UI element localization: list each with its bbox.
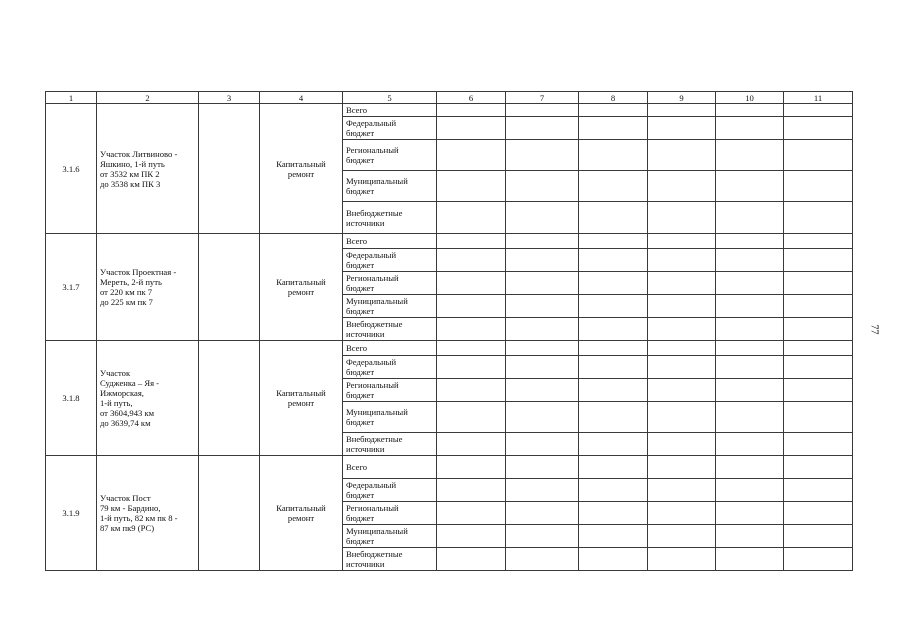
value-cell-col-9 — [648, 104, 716, 117]
item-code: 3.1.9 — [46, 456, 97, 571]
value-cell-col-11 — [784, 502, 853, 525]
value-cell-col-11 — [784, 272, 853, 295]
section-name-line: Участок — [100, 368, 131, 378]
funding-source-line: Федеральный — [346, 118, 397, 128]
value-cell-col-7 — [506, 140, 579, 171]
value-cell-col-6 — [437, 318, 506, 341]
column-header-10: 10 — [716, 92, 784, 104]
value-cell-col-9 — [648, 318, 716, 341]
table-row — [46, 234, 853, 249]
value-cell-col-6 — [437, 356, 506, 379]
value-cell-col-9 — [648, 433, 716, 456]
value-cell-col-6 — [437, 433, 506, 456]
funding-source-line: Всего — [346, 105, 368, 115]
funding-source-line: Муниципальный — [346, 407, 408, 417]
value-cell-col-8 — [579, 234, 648, 249]
value-cell-col-7 — [506, 171, 579, 202]
value-cell-col-11 — [784, 525, 853, 548]
value-cell-col-11 — [784, 117, 853, 140]
funding-source — [343, 202, 437, 234]
section-name — [97, 234, 199, 341]
section-name-line: от 3532 км ПК 2 — [100, 168, 160, 179]
value-cell-col-6 — [437, 502, 506, 525]
funding-source-line: бюджет — [346, 186, 375, 196]
section-name-line: Мереть, 2-й путь — [100, 277, 162, 287]
funding-source-line: бюджет — [346, 128, 375, 138]
value-cell-col-6 — [437, 295, 506, 318]
funding-source — [343, 234, 437, 249]
value-cell-col-10 — [716, 456, 784, 479]
section-name-line: 87 км пк9 (РС) — [100, 523, 155, 533]
section-name-line: Яшкино, 1-й путь — [100, 158, 165, 169]
value-cell-col-7 — [506, 479, 579, 502]
value-cell-col-6 — [437, 525, 506, 548]
value-cell-col-11 — [784, 104, 853, 117]
table-body — [46, 104, 853, 571]
value-cell-col-8 — [579, 479, 648, 502]
value-cell-col-8 — [579, 272, 648, 295]
value-cell-col-6 — [437, 249, 506, 272]
header-row — [46, 92, 853, 104]
funding-source — [343, 140, 437, 171]
funding-source-line: Муниципальный — [346, 526, 408, 536]
budget-table — [45, 91, 853, 571]
funding-source — [343, 171, 437, 202]
value-cell-col-11 — [784, 356, 853, 379]
funding-source — [343, 104, 437, 117]
funding-source — [343, 272, 437, 295]
column-header-3: 3 — [199, 92, 260, 104]
value-cell-col-10 — [716, 479, 784, 502]
funding-source-line: бюджет — [346, 260, 375, 270]
value-cell-col-10 — [716, 295, 784, 318]
value-cell-col-6 — [437, 117, 506, 140]
value-cell-col-11 — [784, 548, 853, 571]
funding-source-line: Региональный — [346, 145, 399, 155]
work-type-line: Капитальный — [276, 158, 326, 169]
value-cell-col-6 — [437, 272, 506, 295]
value-cell-col-11 — [784, 171, 853, 202]
value-cell-col-8 — [579, 379, 648, 402]
funding-source-line: Всего — [346, 343, 368, 353]
work-type-line: ремонт — [287, 398, 315, 408]
funding-source-line: Всего — [346, 236, 368, 246]
column-3-cell — [199, 341, 260, 456]
value-cell-col-6 — [437, 140, 506, 171]
column-3-cell — [199, 104, 260, 234]
value-cell-col-10 — [716, 272, 784, 295]
value-cell-col-7 — [506, 356, 579, 379]
funding-source-line: Федеральный — [346, 357, 397, 367]
value-cell-col-6 — [437, 171, 506, 202]
column-header-7: 7 — [506, 92, 579, 104]
funding-source — [343, 402, 437, 433]
funding-source — [343, 318, 437, 341]
work-type-line: ремонт — [287, 513, 315, 523]
value-cell-col-11 — [784, 234, 853, 249]
value-cell-col-8 — [579, 502, 648, 525]
funding-source-line: Региональный — [346, 273, 399, 283]
value-cell-col-9 — [648, 171, 716, 202]
work-type — [260, 456, 343, 571]
value-cell-col-10 — [716, 341, 784, 356]
value-cell-col-10 — [716, 140, 784, 171]
funding-source-line: Внебюджетные — [346, 319, 403, 329]
column-header-4: 4 — [260, 92, 343, 104]
value-cell-col-10 — [716, 234, 784, 249]
funding-source-line: Внебюджетные — [346, 434, 403, 444]
column-header-9: 9 — [648, 92, 716, 104]
value-cell-col-11 — [784, 402, 853, 433]
value-cell-col-7 — [506, 295, 579, 318]
funding-source-line: Региональный — [346, 380, 399, 390]
column-3-cell — [199, 234, 260, 341]
value-cell-col-8 — [579, 548, 648, 571]
section-name — [97, 104, 199, 234]
value-cell-col-10 — [716, 318, 784, 341]
funding-source — [343, 502, 437, 525]
table-row — [46, 456, 853, 479]
value-cell-col-8 — [579, 171, 648, 202]
value-cell-col-10 — [716, 202, 784, 234]
section-name-line: Ижморская, — [100, 388, 144, 398]
funding-source-line: бюджет — [346, 490, 375, 500]
value-cell-col-9 — [648, 295, 716, 318]
funding-source — [343, 379, 437, 402]
value-cell-col-9 — [648, 479, 716, 502]
value-cell-col-6 — [437, 402, 506, 433]
value-cell-col-6 — [437, 234, 506, 249]
funding-source-line: источники — [346, 329, 385, 339]
value-cell-col-8 — [579, 104, 648, 117]
value-cell-col-7 — [506, 456, 579, 479]
value-cell-col-7 — [506, 234, 579, 249]
value-cell-col-10 — [716, 502, 784, 525]
column-header-5: 5 — [343, 92, 437, 104]
funding-source-line: бюджет — [346, 513, 375, 523]
value-cell-col-10 — [716, 548, 784, 571]
work-type-line: ремонт — [287, 168, 315, 179]
column-header-2: 2 — [97, 92, 199, 104]
value-cell-col-8 — [579, 295, 648, 318]
work-type-line: ремонт — [287, 287, 315, 297]
value-cell-col-9 — [648, 341, 716, 356]
value-cell-col-8 — [579, 525, 648, 548]
section-name-line: Участок Пост — [100, 493, 151, 503]
value-cell-col-6 — [437, 104, 506, 117]
value-cell-col-8 — [579, 456, 648, 479]
value-cell-col-11 — [784, 456, 853, 479]
value-cell-col-11 — [784, 341, 853, 356]
value-cell-col-11 — [784, 140, 853, 171]
section-name-line: Участок Проектная - — [100, 267, 177, 277]
funding-source-line: бюджет — [346, 417, 375, 427]
value-cell-col-9 — [648, 379, 716, 402]
value-cell-col-9 — [648, 202, 716, 234]
value-cell-col-9 — [648, 548, 716, 571]
section-name — [97, 341, 199, 456]
column-header-11: 11 — [784, 92, 853, 104]
work-type-line: Капитальный — [276, 503, 326, 513]
funding-source-line: источники — [346, 559, 385, 569]
funding-source-line: бюджет — [346, 155, 375, 165]
column-header-6: 6 — [437, 92, 506, 104]
funding-source-line: бюджет — [346, 536, 375, 546]
value-cell-col-7 — [506, 548, 579, 571]
value-cell-col-7 — [506, 502, 579, 525]
value-cell-col-10 — [716, 433, 784, 456]
funding-source — [343, 295, 437, 318]
funding-source — [343, 548, 437, 571]
value-cell-col-9 — [648, 234, 716, 249]
value-cell-col-8 — [579, 202, 648, 234]
funding-source — [343, 433, 437, 456]
table-row — [46, 104, 853, 117]
value-cell-col-11 — [784, 295, 853, 318]
funding-source-line: Федеральный — [346, 250, 397, 260]
work-type — [260, 341, 343, 456]
funding-source-line: бюджет — [346, 390, 375, 400]
column-header-1: 1 — [46, 92, 97, 104]
value-cell-col-7 — [506, 272, 579, 295]
section-name-line: Судженка – Яя - — [100, 378, 160, 388]
funding-source-line: Региональный — [346, 503, 399, 513]
value-cell-col-11 — [784, 479, 853, 502]
work-type-line: Капитальный — [276, 277, 326, 287]
funding-source-line: Муниципальный — [346, 296, 408, 306]
section-name-line: Участок Литвиново - — [100, 148, 178, 159]
value-cell-col-7 — [506, 341, 579, 356]
value-cell-col-8 — [579, 249, 648, 272]
funding-source-line: источники — [346, 444, 385, 454]
value-cell-col-9 — [648, 502, 716, 525]
item-code: 3.1.7 — [46, 234, 97, 341]
value-cell-col-9 — [648, 456, 716, 479]
funding-source — [343, 479, 437, 502]
column-3-cell — [199, 456, 260, 571]
funding-source-line: бюджет — [346, 306, 375, 316]
value-cell-col-10 — [716, 379, 784, 402]
value-cell-col-9 — [648, 249, 716, 272]
value-cell-col-9 — [648, 272, 716, 295]
funding-source-line: бюджет — [346, 283, 375, 293]
funding-source — [343, 456, 437, 479]
value-cell-col-8 — [579, 356, 648, 379]
value-cell-col-6 — [437, 202, 506, 234]
value-cell-col-7 — [506, 525, 579, 548]
value-cell-col-11 — [784, 433, 853, 456]
value-cell-col-7 — [506, 202, 579, 234]
value-cell-col-7 — [506, 117, 579, 140]
table-row — [46, 341, 853, 356]
section-name-line: 79 км - Бардино, — [100, 503, 161, 513]
value-cell-col-10 — [716, 525, 784, 548]
value-cell-col-10 — [716, 356, 784, 379]
value-cell-col-11 — [784, 202, 853, 234]
value-cell-col-7 — [506, 379, 579, 402]
work-type — [260, 104, 343, 234]
value-cell-col-9 — [648, 140, 716, 171]
funding-source — [343, 341, 437, 356]
value-cell-col-11 — [784, 379, 853, 402]
funding-source — [343, 356, 437, 379]
value-cell-col-6 — [437, 548, 506, 571]
section-name-line: до 3639,74 км — [100, 418, 151, 428]
value-cell-col-7 — [506, 402, 579, 433]
value-cell-col-8 — [579, 117, 648, 140]
section-name-line: от 3604,943 км — [100, 408, 155, 418]
value-cell-col-11 — [784, 318, 853, 341]
value-cell-col-10 — [716, 117, 784, 140]
value-cell-col-7 — [506, 104, 579, 117]
section-name-line: 1-й путь, — [100, 398, 133, 408]
value-cell-col-8 — [579, 318, 648, 341]
item-code: 3.1.8 — [46, 341, 97, 456]
funding-source-line: Всего — [346, 462, 368, 472]
value-cell-col-10 — [716, 104, 784, 117]
value-cell-col-8 — [579, 140, 648, 171]
value-cell-col-10 — [716, 249, 784, 272]
work-type — [260, 234, 343, 341]
column-header-8: 8 — [579, 92, 648, 104]
section-name — [97, 456, 199, 571]
section-name-line: от 220 км пк 7 — [100, 287, 153, 297]
work-type-line: Капитальный — [276, 388, 326, 398]
value-cell-col-9 — [648, 402, 716, 433]
value-cell-col-7 — [506, 249, 579, 272]
section-name-line: 1-й путь, 82 км пк 8 - — [100, 513, 178, 523]
value-cell-col-9 — [648, 356, 716, 379]
funding-source — [343, 249, 437, 272]
value-cell-col-10 — [716, 171, 784, 202]
value-cell-col-9 — [648, 117, 716, 140]
value-cell-col-6 — [437, 456, 506, 479]
value-cell-col-6 — [437, 479, 506, 502]
value-cell-col-6 — [437, 341, 506, 356]
value-cell-col-7 — [506, 318, 579, 341]
funding-source-line: Внебюджетные — [346, 207, 403, 218]
value-cell-col-6 — [437, 379, 506, 402]
funding-source-line: Внебюджетные — [346, 549, 403, 559]
item-code: 3.1.6 — [46, 104, 97, 234]
value-cell-col-8 — [579, 402, 648, 433]
value-cell-col-8 — [579, 433, 648, 456]
funding-source — [343, 117, 437, 140]
funding-source-line: Муниципальный — [346, 176, 408, 186]
funding-source-line: Федеральный — [346, 480, 397, 490]
section-name-line: до 225 км пк 7 — [100, 297, 153, 307]
value-cell-col-10 — [716, 402, 784, 433]
page-number: 77 — [868, 324, 880, 335]
value-cell-col-9 — [648, 525, 716, 548]
value-cell-col-8 — [579, 341, 648, 356]
value-cell-col-7 — [506, 433, 579, 456]
funding-source-line: источники — [346, 217, 385, 228]
section-name-line: до 3538 км ПК 3 — [100, 178, 161, 189]
funding-source-line: бюджет — [346, 367, 375, 377]
funding-source — [343, 525, 437, 548]
value-cell-col-11 — [784, 249, 853, 272]
